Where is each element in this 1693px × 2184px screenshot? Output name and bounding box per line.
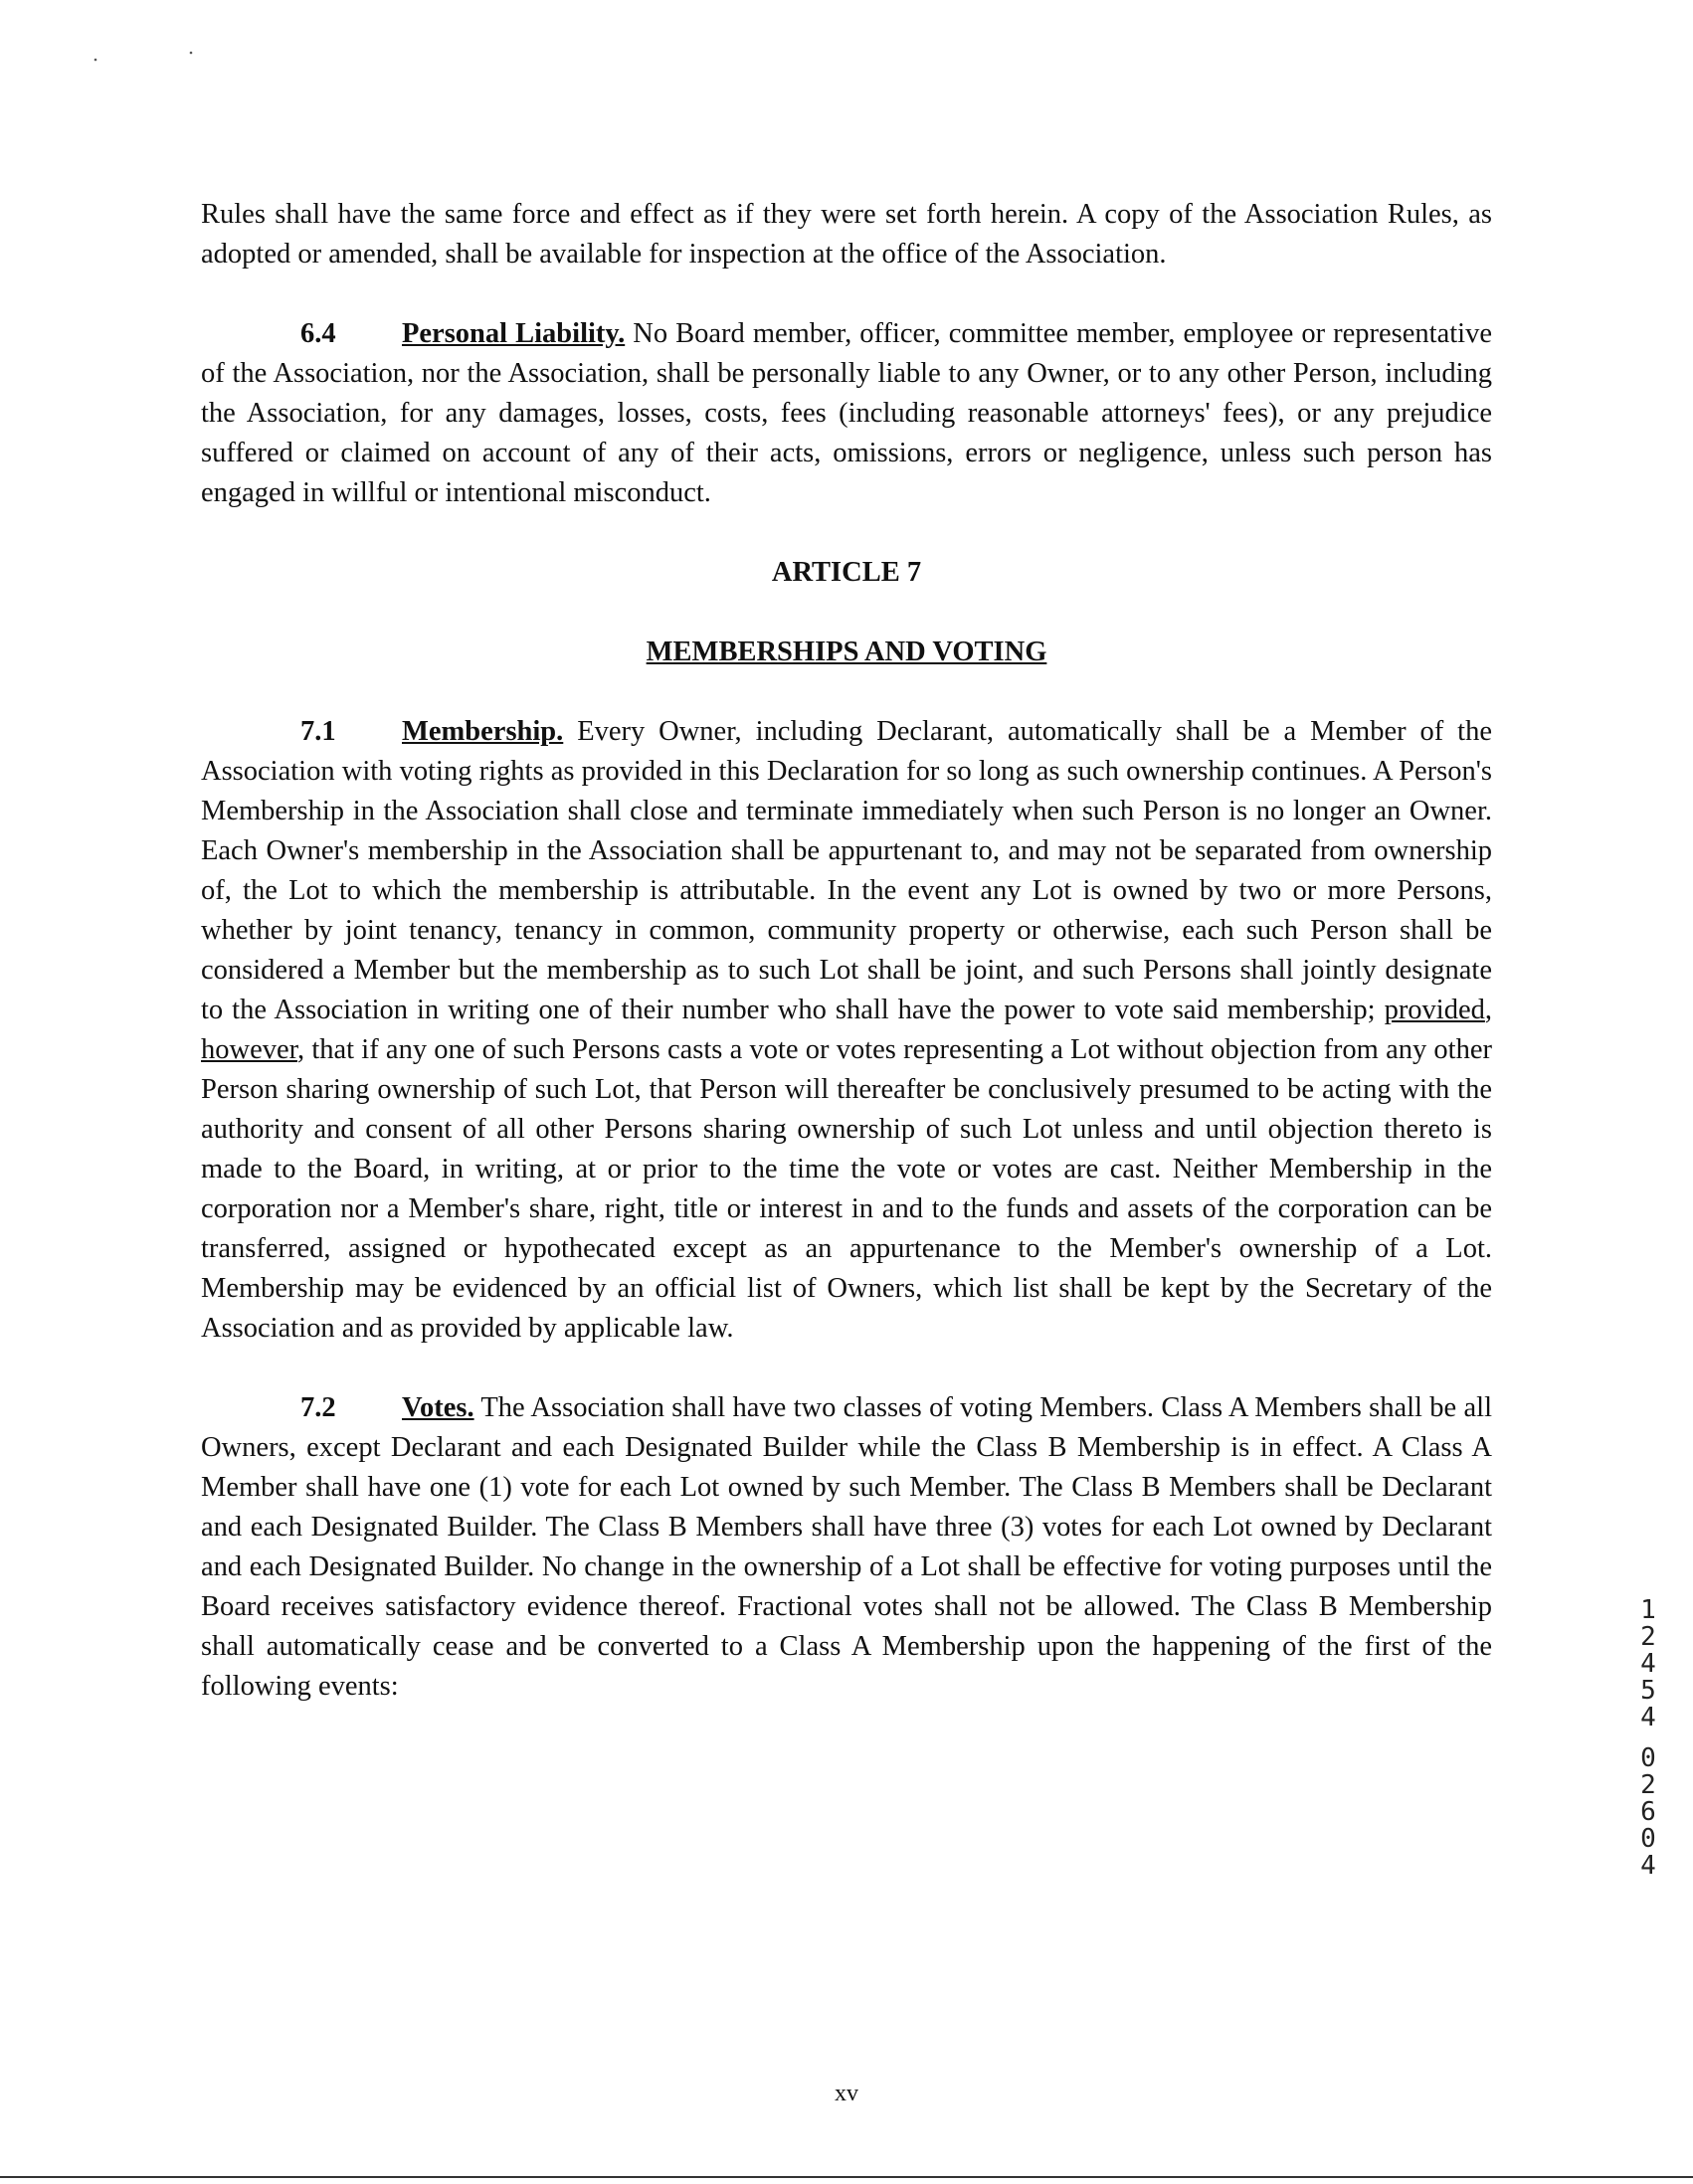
section-7-2 (201, 1388, 1492, 1707)
section-number: 7.1 (300, 716, 336, 747)
section-text-continued: , that if any one of such Persons casts a vote or votes representing a Lot without objection from any other Person sharing ownership of such Lot, that Person will thereafter be conclusively presumed to be acting with the authority and consent of all other Persons sharing ownership of such Lot unless and until objection thereto is made to the Board, in writing, at or prior to the time the vote or votes are cast. Neither Membership in the corporation nor a Member's share, right, title or interest in and to the funds and assets of the corporation can be transferred, assigned or hypothecated except as an appurtenance to the Member's ownership of a Lot. Membership may be evidenced by an official list of Owners, which list shall be kept by the Secretary of the Association and as provided by applicable law. (201, 1034, 1492, 1344)
continuation-paragraph: Rules shall have the same force and effect as if they were set forth herein. A copy of the Association Rules, as adopted or amended, shall be available for inspection at the office of the Association. (201, 199, 1492, 270)
section-text: The Association shall have two classes of voting Members. Class A Members shall be all Owners, except Declarant and each Designated Builder while the Class B Membership is in effect. A Class A Member shall have one (1) vote for each Lot owned by such Member. The Class B Members shall be Declarant and each Designated Builder. The Class B Members shall have three (3) votes for each Lot owned by Declarant and each Designated Builder. No change in the ownership of a Lot shall be effective for voting purposes until the Board receives satisfactory evidence thereof. Fractional votes shall not be allowed. The Class B Membership shall automatically cease and be converted to a Class A Membership upon the happening of the first of the following events: (201, 1392, 1492, 1702)
section-title: Membership. (402, 716, 564, 747)
section-number: 7.2 (300, 1392, 336, 1423)
section-text: Every Owner, including Declarant, automatically shall be a Member of the Association with voting rights as provided in this Declaration for so long as such ownership continues. A Person's Membership in the Association shall close and terminate immediately when such Person is no longer an Owner. Each Owner's membership in the Association shall be appurtenant to, and may not be separated from ownership of, the Lot to which the membership is attributable. In the event any Lot is owned by two or more Persons, whether by joint tenancy, tenancy in common, community property or otherwise, each such Person shall be considered a Member but the membership as to such Lot shall be joint, and such Persons shall jointly designate to the Association in writing one of their number who shall have the power to vote said membership; (201, 716, 1492, 1025)
section-6-4 (201, 314, 1492, 513)
bottom-scan-edge (0, 2176, 1693, 2178)
article-title: MEMBERSHIPS AND VOTING (646, 637, 1047, 667)
section-title: Votes. (402, 1392, 474, 1423)
page-number: xv (835, 2081, 858, 2106)
article-heading: ARTICLE 7 (771, 557, 922, 588)
however-term: however (201, 1034, 297, 1065)
section-7-1: 7.1 Membership. Every Owner, including Declarant, automatically shall be a Member of the Association with voting rights as provided in this Declaration for so long as such ownership continues. A Person's Membership in the Association shall close and terminate immediately when such Person is no longer an Owner. Each Owner's membership in the Association shall be appurtenant to, and may not be separated from ownership of, the Lot to which the membership is attributable. In the event any Lot is owned by two or more Persons, whether by joint tenancy, tenancy in common, community property or otherwise, each such Person shall be considered a Member but the membership as to such Lot shall be joint, and such Persons shall jointly designate to the Association in writing one of their number who shall have the power to vote said membership; provided, however, that if any one of such Persons casts a vote or votes representing a Lot without objection from any other Person sharing ownership of such Lot, that Person will thereafter be conclusively presumed to be acting with the authority and consent of all other Persons sharing ownership of such Lot unless and until objection thereto is made to the Board, in writing, at or prior to the time the vote or votes are cast. Neither Membership in the corporation nor a Member's share, right, title or interest in and to the funds and assets of the corporation can be transferred, assigned or hypothecated except as an appurtenance to the Member's ownership of a Lot. Membership may be evidenced by an official list of Owners, which list shall be kept by the Secretary of the Association and as provided by applicable law. (201, 712, 1492, 1349)
section-title: Personal Liability. (402, 318, 626, 349)
scan-specks (0, 0, 1693, 119)
recording-stamp: 1 2 4 5 4 0 2 6 0 4 (1640, 1595, 1656, 1881)
document-body (201, 195, 1492, 1707)
section-text: No Board member, officer, committee member, employee or representative of the Association, nor the Association, shall be personally liable to any Owner, or to any other Person, including the Association, for any damages, losses, costs, fees (including reasonable attorneys' fees), or any prejudice suffered or claimed on account of any of their acts, omissions, errors or negligence, unless such person has engaged in willful or intentional misconduct. (201, 318, 1492, 508)
section-number: 6.4 (300, 318, 336, 349)
provided-term: provided (1384, 995, 1485, 1025)
